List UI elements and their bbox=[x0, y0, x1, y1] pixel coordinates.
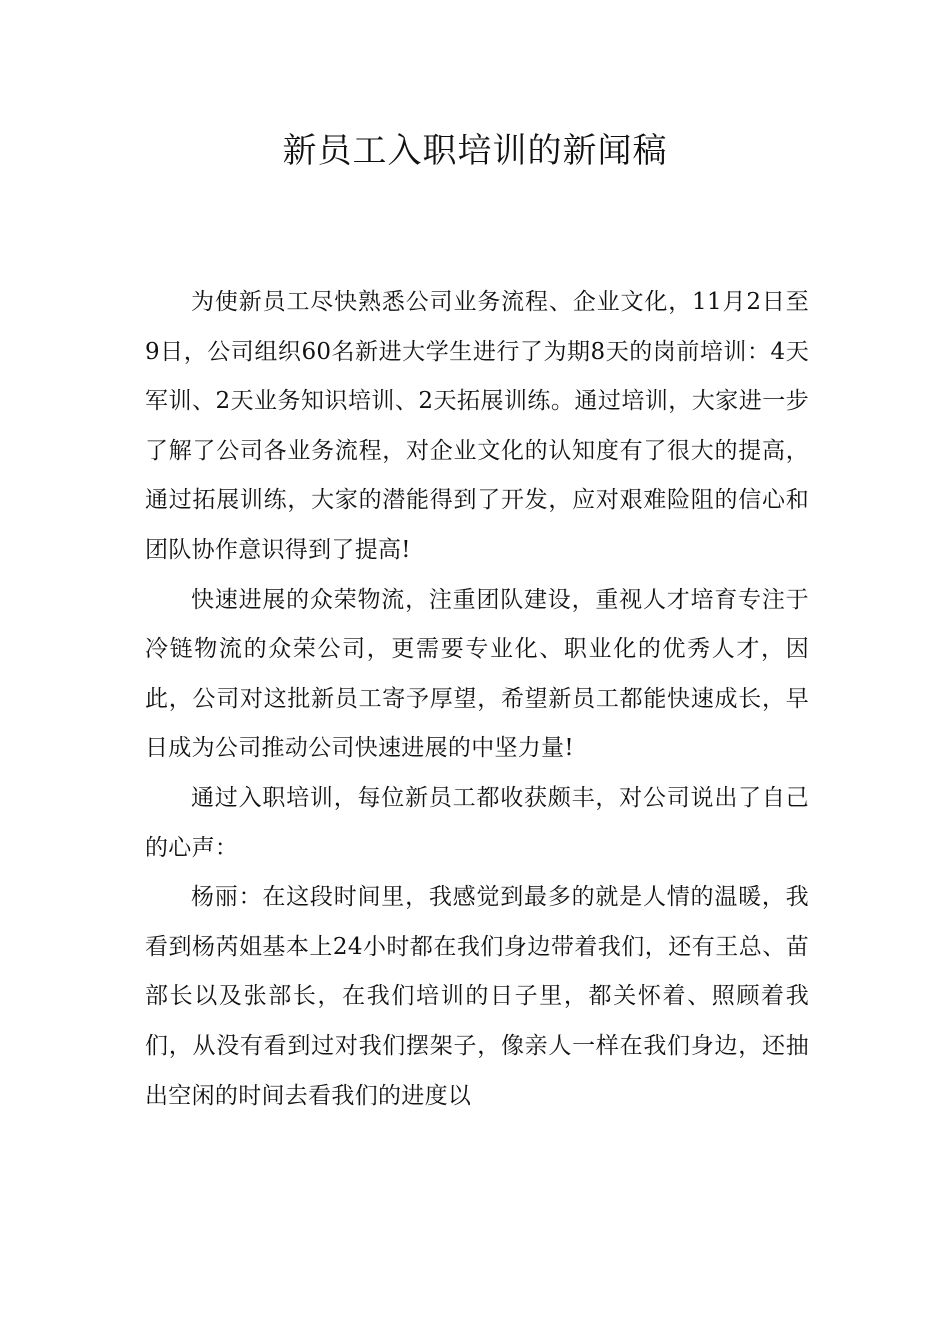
document-body bbox=[145, 278, 809, 1121]
paragraph-1: 为使新员工尽快熟悉公司业务流程、企业文化，11月2日至9日，公司组织60名新进大学生进行了为期8天的岗前培训：4天军训、2天业务知识培训、2天拓展训练。通过培训，大家进一步了解了公司各业务流程，对企业文化的认知度有了很大的提高，通过拓展训练，大家的潜能得到了开发，应对艰难险阻的信心和团队协作意识得到了提高! bbox=[145, 289, 809, 563]
paragraph-3: 通过入职培训，每位新员工都收获颇丰，对公司说出了自己的心声： bbox=[145, 784, 809, 861]
paragraph-4: 杨丽：在这段时间里，我感觉到最多的就是人情的温暖，我看到杨芮姐基本上24小时都在我们身边带着我们，还有王总、苗部长以及张部长，在我们培训的日子里，都关怀着、照顾着我们，从没有看到过对我们摆架子，像亲人一样在我们身边，还抽出空闲的时间去看我们的进度以 bbox=[145, 884, 809, 1109]
paragraph-2: 快速进展的众荣物流，注重团队建设，重视人才培育专注于冷链物流的众荣公司，更需要专业化、职业化的优秀人才，因此，公司对这批新员工寄予厚望，希望新员工都能快速成长，早日成为公司推动公司快速进展的中坚力量! bbox=[145, 586, 809, 762]
page-title: 新员工入职培训的新闻稿 bbox=[282, 131, 668, 171]
